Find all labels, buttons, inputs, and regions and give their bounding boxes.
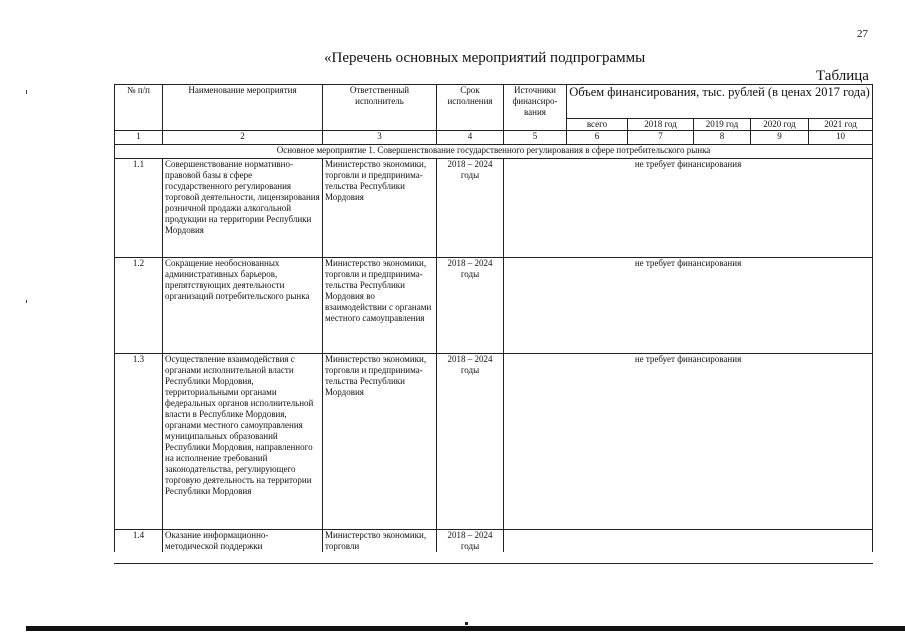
- funding-note: не требует финансирования: [504, 159, 873, 258]
- column-number: 10: [809, 131, 873, 145]
- column-number: 8: [694, 131, 751, 145]
- margin-mark: [26, 90, 27, 94]
- table-row: [115, 530, 873, 553]
- column-numbers-row: [115, 131, 873, 145]
- column-number: 3: [323, 131, 437, 145]
- column-number: 1: [115, 131, 163, 145]
- header-row: [115, 85, 873, 119]
- table-bottom-line: [114, 563, 873, 564]
- column-number: 9: [751, 131, 809, 145]
- term: 2018 – 2024 годы: [437, 530, 504, 553]
- column-number: 2: [163, 131, 323, 145]
- column-number: 7: [628, 131, 694, 145]
- measures-table: [114, 84, 873, 552]
- executor: Министерство экономики, торговли и предпринима-тельства Республики Мордовия: [323, 354, 437, 530]
- measure-name: Совершенствование нормативно-правовой базы в сфере государственного регулирования торговой деятельности, лицензирования розничной продажи алкогольной продукции на территории Республики Мордовия: [163, 159, 323, 258]
- page-number: 27: [857, 28, 868, 40]
- scan-edge-bar: [26, 626, 905, 631]
- term: 2018 – 2024 годы: [437, 258, 504, 354]
- section-title: Основное мероприятие 1. Совершенствование государственного регулирования в сфере потребительского рынка: [115, 145, 873, 159]
- header-2021: 2021 год: [809, 119, 873, 131]
- scan-dot: [465, 622, 468, 625]
- row-number: 1.3: [115, 354, 163, 530]
- header-2018: 2018 год: [628, 119, 694, 131]
- document-title: «Перечень основных мероприятий подпрограммы: [324, 50, 646, 66]
- table-row: [115, 159, 873, 258]
- term: 2018 – 2024 годы: [437, 159, 504, 258]
- table-label: Таблица: [816, 68, 869, 84]
- header-name: Наименование мероприятия: [163, 85, 323, 131]
- table-row: [115, 258, 873, 354]
- column-number: 5: [504, 131, 567, 145]
- row-number: 1.4: [115, 530, 163, 553]
- header-funding: Объем финансирования, тыс. рублей (в ценах 2017 года): [567, 85, 873, 119]
- measure-name: Оказание информационно-методической поддержки: [163, 530, 323, 553]
- funding-note: [504, 530, 873, 553]
- section-row: [115, 145, 873, 159]
- row-number: 1.2: [115, 258, 163, 354]
- column-number: 6: [567, 131, 628, 145]
- executor: Министерство экономики, торговли и предпринима-тельства Республики Мордовия во взаимодействии с органами местного самоуправления: [323, 258, 437, 354]
- header-2019: 2019 год: [694, 119, 751, 131]
- measure-name: Осуществление взаимодействия с органами исполнительной власти Республики Мордовия, территориальными органами федеральных органов исполнительной власти в Республике Мордовия, органами местного самоуправления муниципальных образований Республики Мордовия, направленного на исполнение требований законодательства, регулирующего торговую деятельность на территории Республики Мордовия: [163, 354, 323, 530]
- column-number: 4: [437, 131, 504, 145]
- header-term: Срок исполнения: [437, 85, 504, 131]
- margin-mark: [26, 300, 27, 303]
- term: 2018 – 2024 годы: [437, 354, 504, 530]
- header-2020: 2020 год: [751, 119, 809, 131]
- measure-name: Сокращение необоснованных административных барьеров, препятствующих деятельности организаций потребительского рынка: [163, 258, 323, 354]
- row-number: 1.1: [115, 159, 163, 258]
- executor: Министерство экономики, торговли: [323, 530, 437, 553]
- funding-note: не требует финансирования: [504, 258, 873, 354]
- header-total: всего: [567, 119, 628, 131]
- header-executor: Ответственный исполнитель: [323, 85, 437, 131]
- header-sources: Источники финансиро-вания: [504, 85, 567, 131]
- funding-note: не требует финансирования: [504, 354, 873, 530]
- executor: Министерство экономики, торговли и предпринима-тельства Республики Мордовия: [323, 159, 437, 258]
- header-num: № п/п: [115, 85, 163, 131]
- table-row: [115, 354, 873, 530]
